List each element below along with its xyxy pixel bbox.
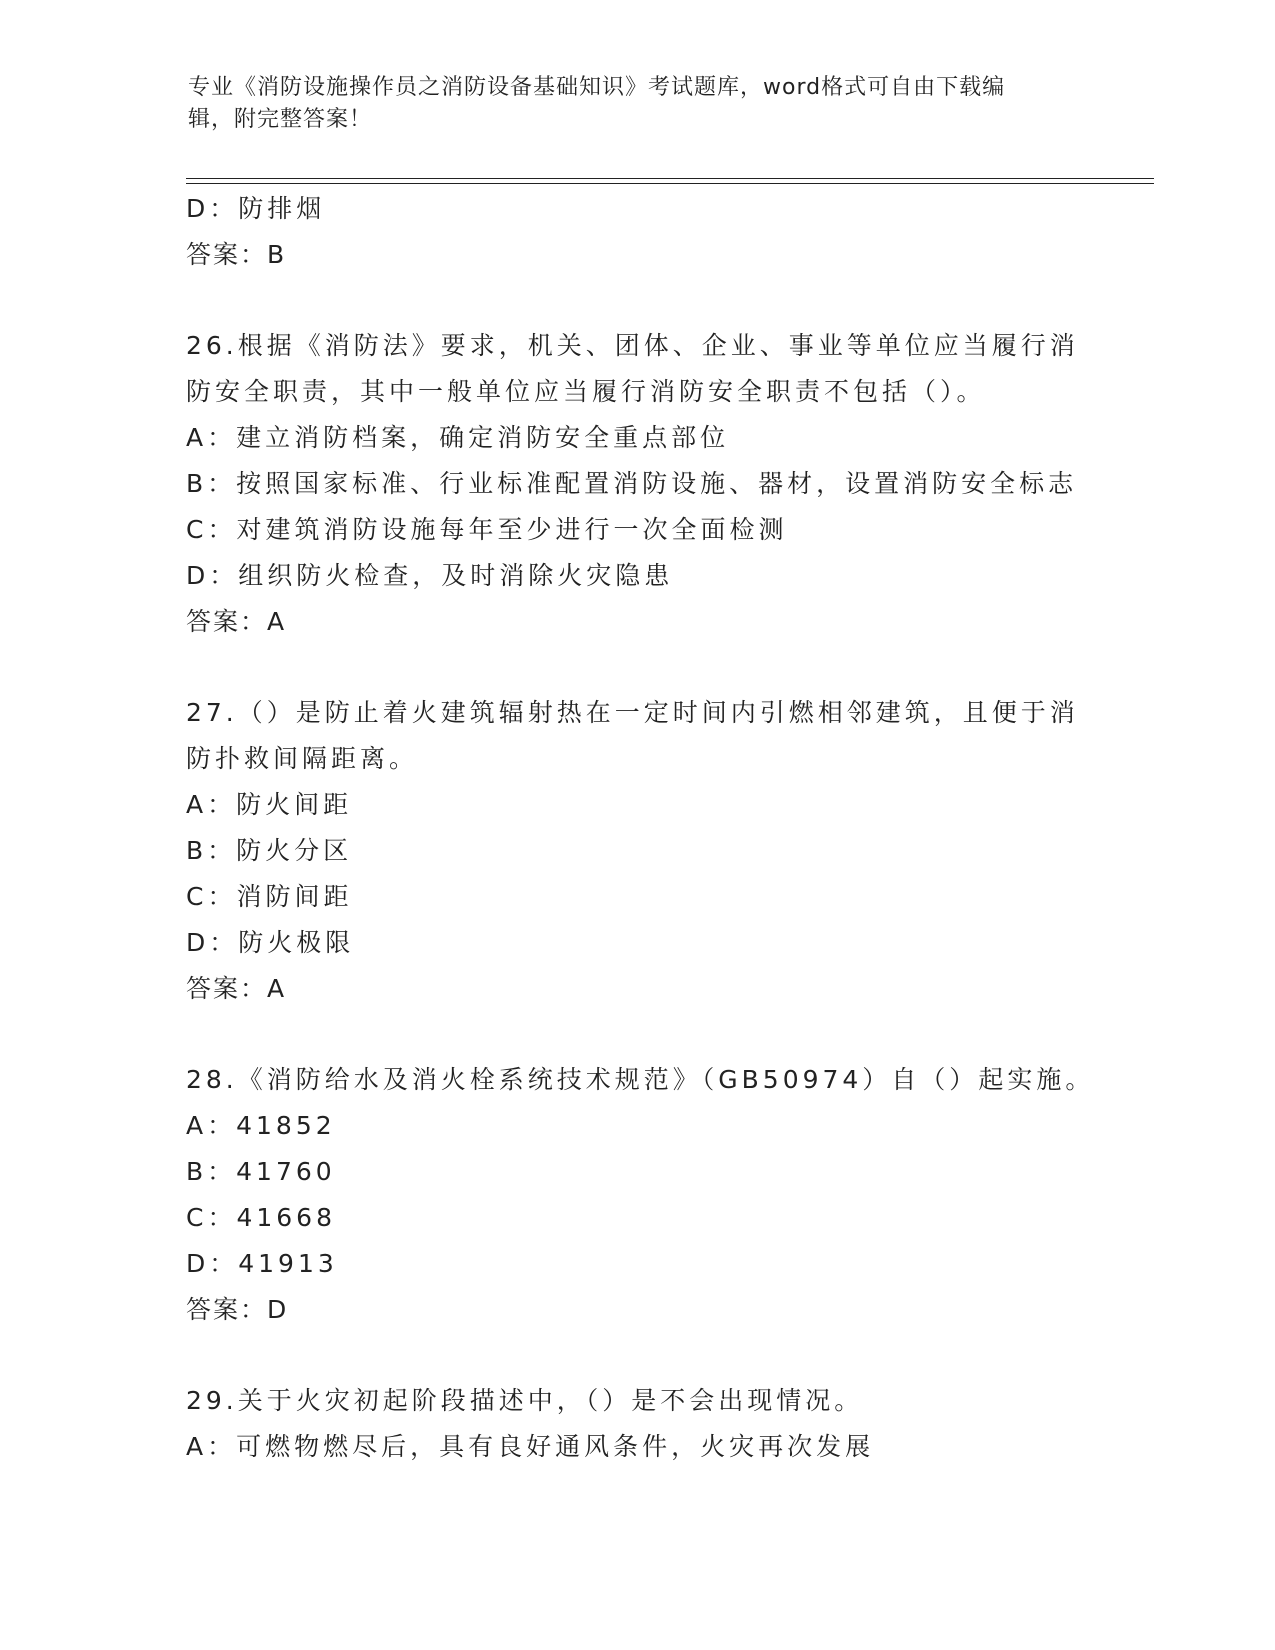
option-a: A：可燃物燃尽后，具有良好通风条件，火灾再次发展: [186, 1432, 875, 1461]
question-list: [186, 186, 1095, 1470]
header-line-2: 辑，附完整答案！: [188, 107, 373, 132]
answer: 答案：A: [186, 974, 287, 1003]
option-b: B：防火分区: [186, 836, 353, 865]
option-a: A：防火间距: [186, 790, 353, 819]
option-d: D：防火极限: [186, 928, 355, 957]
option-c: C：41668: [186, 1203, 336, 1232]
header-line-1: 专业《消防设施操作员之消防设备基础知识》考试题库，word格式可自由下载编: [188, 75, 1006, 100]
question-27: [186, 690, 1086, 1012]
option-c: C：消防间距: [186, 882, 353, 911]
question-stem: 26.根据《消防法》要求，机关、团体、企业、事业等单位应当履行消: [186, 331, 1079, 360]
answer: 答案：D: [186, 1295, 289, 1324]
question-26: [186, 323, 1086, 645]
header-divider-bottom: [186, 183, 1154, 184]
question-29: [186, 1378, 1086, 1470]
question-28: [186, 1057, 1095, 1333]
option-d: D：41913: [186, 1249, 338, 1278]
document-header: [188, 72, 1068, 136]
prev-option-d: D：防排烟: [186, 194, 326, 223]
option-b: B：按照国家标准、行业标准配置消防设施、器材，设置消防安全标志: [186, 469, 1078, 498]
option-c: C：对建筑消防设施每年至少进行一次全面检测: [186, 515, 788, 544]
option-a: A：建立消防档案，确定消防安全重点部位: [186, 423, 730, 452]
question-stem-cont: 防安全职责，其中一般单位应当履行消防安全职责不包括（）。: [186, 377, 986, 406]
question-stem: 28.《消防给水及消火栓系统技术规范》（GB50974）自（）起实施。: [186, 1065, 1095, 1094]
header-divider-top: [186, 178, 1154, 179]
option-d: D：组织防火检查，及时消除火灾隐患: [186, 561, 674, 590]
question-stem-cont: 防扑救间隔距离。: [186, 744, 419, 773]
option-b: B：41760: [186, 1157, 336, 1186]
question-stem: 27.（）是防止着火建筑辐射热在一定时间内引燃相邻建筑，且便于消: [186, 698, 1079, 727]
question-stem: 29.关于火灾初起阶段描述中，（）是不会出现情况。: [186, 1386, 864, 1415]
option-a: A：41852: [186, 1111, 336, 1140]
answer: 答案：A: [186, 607, 287, 636]
prev-answer: 答案：B: [186, 240, 287, 269]
